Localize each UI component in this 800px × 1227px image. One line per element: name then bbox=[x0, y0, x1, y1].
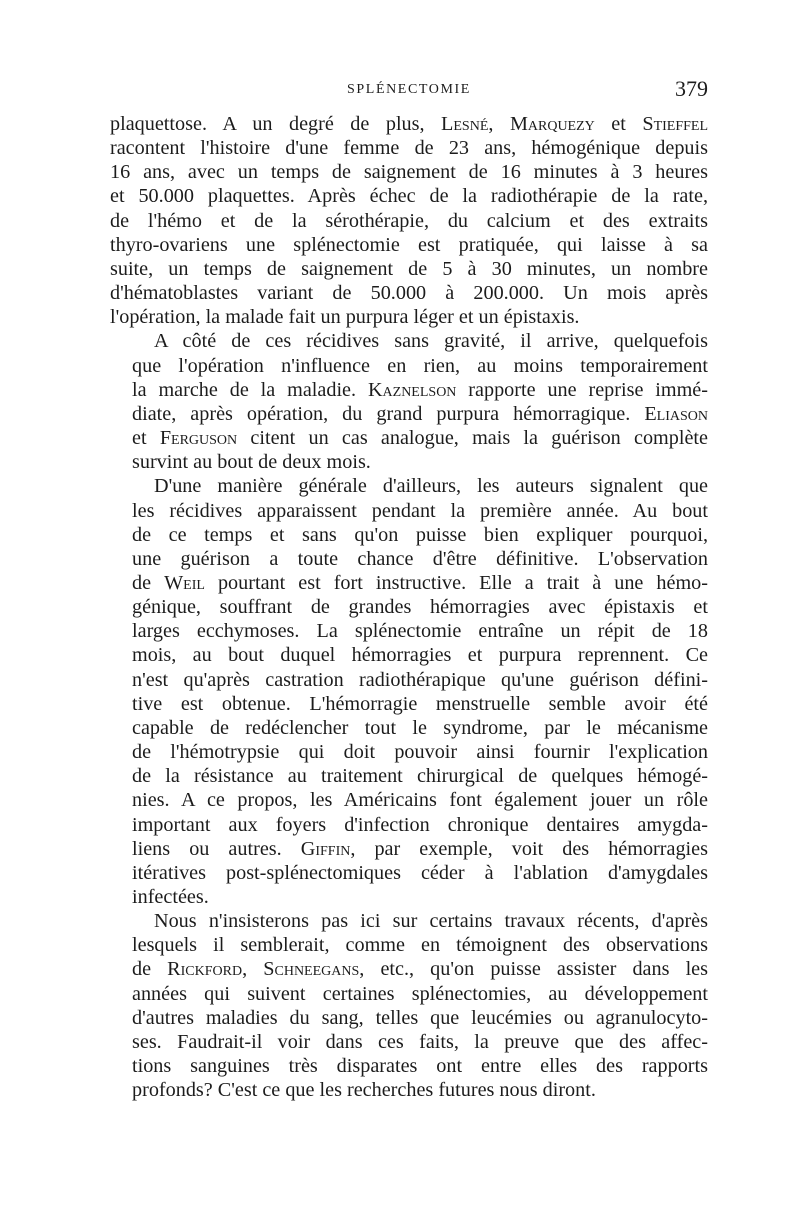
text-line: génique, souffrant de grandes hémorragies avec épistaxis et bbox=[132, 596, 708, 619]
text-line: une guérison a toute chance d'être définitive. L'observation bbox=[132, 547, 708, 570]
text-line: profonds? C'est ce que les recherches futures nous diront. bbox=[132, 1079, 596, 1102]
text-line: de ce temps et sans qu'on puisse bien expliquer pourquoi, bbox=[132, 523, 708, 546]
text-line: A côté de ces récidives sans gravité, il arrive, quelquefois bbox=[154, 330, 708, 353]
text-line: années qui suivent certaines splénectomies, au développement bbox=[132, 982, 708, 1005]
text-line: et 50.000 plaquettes. Après échec de la radiothérapie de la rate, bbox=[110, 185, 708, 208]
text-line: 16 ans, avec un temps de saignement de 16 minutes à 3 heures bbox=[110, 161, 708, 184]
text-line: et Ferguson citent un cas analogue, mais la guérison complète bbox=[132, 427, 708, 450]
text-line: diate, après opération, du grand purpura hémorragique. Eliason bbox=[132, 402, 708, 425]
text-line: de la résistance au traitement chirurgical de quelques hémogé- bbox=[132, 765, 708, 788]
text-line: d'autres maladies du sang, telles que leucémies ou agranulocyto- bbox=[132, 1006, 708, 1029]
text-line: infectées. bbox=[132, 886, 209, 908]
text-line: d'hématoblastes variant de 50.000 à 200.000. Un mois après bbox=[110, 282, 708, 305]
text-line: racontent l'histoire d'une femme de 23 ans, hémogénique depuis bbox=[110, 137, 708, 160]
text-line: ses. Faudrait-il voir dans ces faits, la preuve que des affec- bbox=[132, 1030, 708, 1053]
paragraph bbox=[110, 909, 708, 1102]
text-line: tive est obtenue. L'hémorragie menstruelle semble avoir été bbox=[132, 692, 708, 715]
body-text bbox=[110, 112, 708, 1102]
paragraph bbox=[110, 474, 708, 909]
text-line: mois, au bout duquel hémorragies et purpura reprennent. Ce bbox=[132, 644, 708, 667]
text-line: larges ecchymoses. La splénectomie entraîne un répit de 18 bbox=[132, 620, 708, 643]
running-title: SPLÉNECTOMIE bbox=[347, 82, 471, 97]
paragraph bbox=[110, 329, 708, 474]
text-line: liens ou autres. Giffin, par exemple, voit des hémorragies bbox=[132, 837, 708, 860]
text-line: de Weil pourtant est fort instructive. Elle a trait à une hémo- bbox=[132, 571, 708, 594]
text-line: capable de redéclencher tout le syndrome, par le mécanisme bbox=[132, 716, 708, 739]
text-line: Nous n'insisterons pas ici sur certains travaux récents, d'après bbox=[154, 910, 708, 933]
text-line: tions sanguines très disparates ont entre elles des rapports bbox=[132, 1055, 708, 1078]
text-line: nies. A ce propos, les Américains font également jouer un rôle bbox=[132, 789, 708, 812]
text-line: itératives post-splénectomiques céder à l'ablation d'amygdales bbox=[132, 861, 708, 884]
text-line: de l'hémo et de la sérothérapie, du calcium et des extraits bbox=[110, 209, 708, 232]
text-line: que l'opération n'influence en rien, au moins temporairement bbox=[132, 354, 708, 377]
text-line: important aux foyers d'infection chronique dentaires amygda- bbox=[132, 813, 708, 836]
text-line: suite, un temps de saignement de 5 à 30 minutes, un nombre bbox=[110, 257, 708, 280]
text-line: les récidives apparaissent pendant la première année. Au bout bbox=[132, 499, 708, 522]
text-line: la marche de la maladie. Kaznelson rapporte une reprise immé- bbox=[132, 378, 708, 401]
page-header bbox=[110, 76, 708, 106]
text-line: de Rickford, Schneegans, etc., qu'on puisse assister dans les bbox=[132, 958, 708, 981]
text-line: survint au bout de deux mois. bbox=[132, 451, 371, 474]
text-line: l'opération, la malade fait un purpura léger et un épistaxis. bbox=[110, 306, 580, 329]
text-line: de l'hémotrypsie qui doit pouvoir ainsi fournir l'explication bbox=[132, 741, 708, 764]
text-line: lesquels il semblerait, comme en témoignent des observations bbox=[132, 934, 708, 957]
page-number: 379 bbox=[675, 76, 708, 101]
text-line: n'est qu'après castration radiothérapique qu'une guérison défini- bbox=[132, 668, 708, 691]
text-line: thyro-ovariens une splénectomie est pratiquée, qui laisse à sa bbox=[110, 233, 708, 256]
paragraph bbox=[110, 112, 708, 329]
text-line: plaquettose. A un degré de plus, Lesné, Marquezy et Stieffel bbox=[110, 113, 708, 135]
text-line: D'une manière générale d'ailleurs, les auteurs signalent que bbox=[154, 475, 708, 498]
